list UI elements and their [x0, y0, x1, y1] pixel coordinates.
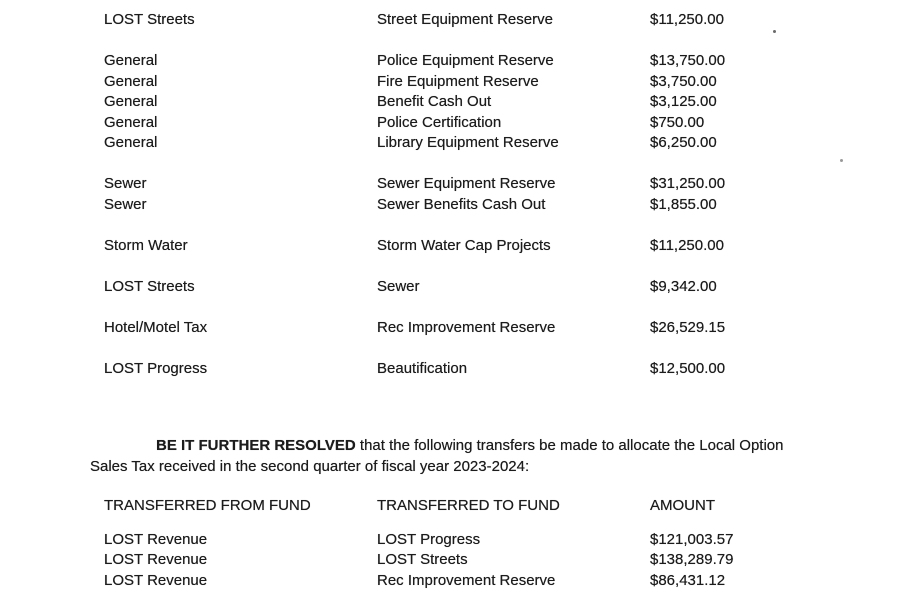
to-fund: Storm Water Cap Projects — [377, 236, 551, 254]
table-row — [104, 92, 725, 113]
from-fund: General — [104, 93, 158, 110]
amount: $6,250.00 — [650, 134, 717, 151]
table-row — [104, 113, 725, 134]
table-row — [104, 318, 725, 339]
transfers-table — [104, 10, 725, 379]
to-fund: Sewer Benefits Cash Out — [377, 195, 546, 213]
to-fund: Benefit Cash Out — [377, 93, 492, 110]
amount: $86,431.12 — [650, 571, 726, 589]
amount: $1,855.00 — [650, 195, 717, 213]
transfer-group — [104, 277, 725, 298]
from-fund: Hotel/Motel Tax — [104, 318, 208, 336]
amount: $13,750.00 — [650, 52, 726, 69]
transfer-group — [104, 236, 725, 257]
header-to-fund: TRANSFERRED TO FUND — [377, 497, 560, 514]
to-fund: Rec Improvement Reserve — [377, 571, 556, 589]
from-fund: Sewer — [104, 175, 147, 192]
from-fund: General — [104, 134, 158, 151]
table-header-row — [104, 496, 733, 517]
from-fund: LOST Progress — [104, 359, 208, 377]
to-fund: Rec Improvement Reserve — [377, 318, 556, 336]
amount: $12,500.00 — [650, 359, 726, 377]
from-fund: General — [104, 72, 158, 90]
header-amount: AMOUNT — [650, 497, 715, 514]
table-row — [104, 550, 733, 571]
transfer-group — [104, 318, 725, 339]
table-row — [104, 571, 733, 592]
amount: $26,529.15 — [650, 318, 726, 336]
amount: $11,250.00 — [650, 236, 724, 254]
from-fund: General — [104, 52, 158, 69]
table-row — [104, 10, 725, 31]
to-fund: Sewer Equipment Reserve — [377, 175, 556, 192]
transfer-group — [104, 174, 725, 215]
to-fund: Library Equipment Reserve — [377, 134, 559, 151]
amount: $121,003.57 — [650, 530, 734, 548]
amount: $3,750.00 — [650, 72, 717, 90]
table-row — [104, 236, 725, 257]
from-fund: LOST Revenue — [104, 571, 208, 589]
table-row — [104, 359, 725, 380]
from-fund: Storm Water — [104, 236, 188, 254]
amount: $750.00 — [650, 113, 705, 131]
amount: $3,125.00 — [650, 93, 717, 110]
table-row — [104, 174, 725, 195]
from-fund: LOST Streets — [104, 277, 195, 295]
from-fund: Sewer — [104, 195, 147, 213]
to-fund: Beautification — [377, 359, 468, 377]
transfer-group — [104, 51, 725, 154]
header-from-fund: TRANSFERRED FROM FUND — [104, 497, 311, 514]
from-fund: LOST Revenue — [104, 551, 208, 568]
to-fund: Sewer — [377, 277, 420, 295]
from-fund: LOST Streets — [104, 11, 195, 28]
amount: $11,250.00 — [650, 11, 724, 28]
amount: $9,342.00 — [650, 277, 717, 295]
table-row — [104, 195, 725, 216]
scan-speck — [773, 30, 776, 33]
table-row — [104, 133, 725, 154]
to-fund: LOST Streets — [377, 551, 468, 568]
resolution-paragraph — [90, 436, 792, 477]
scan-speck — [840, 159, 843, 162]
lost-allocation-table — [104, 496, 733, 591]
to-fund: Street Equipment Reserve — [377, 11, 553, 28]
amount: $31,250.00 — [650, 175, 726, 192]
transfer-group — [104, 359, 725, 380]
table-row — [104, 530, 733, 551]
transfer-group — [104, 10, 725, 31]
table-row — [104, 277, 725, 298]
to-fund: LOST Progress — [377, 530, 481, 548]
table-row — [104, 51, 725, 72]
from-fund: General — [104, 113, 158, 131]
table-row — [104, 72, 725, 93]
to-fund: Police Equipment Reserve — [377, 52, 554, 69]
resolution-body-text: that the following transfers be made to allocate the Local Option Sales Tax received in the second quarter of fiscal year 2023-2024: — [90, 437, 784, 475]
from-fund: LOST Revenue — [104, 530, 208, 548]
to-fund: Fire Equipment Reserve — [377, 72, 539, 90]
to-fund: Police Certification — [377, 113, 502, 131]
amount: $138,289.79 — [650, 551, 734, 568]
resolution-bold-lead: BE IT FURTHER RESOLVED — [156, 437, 356, 454]
